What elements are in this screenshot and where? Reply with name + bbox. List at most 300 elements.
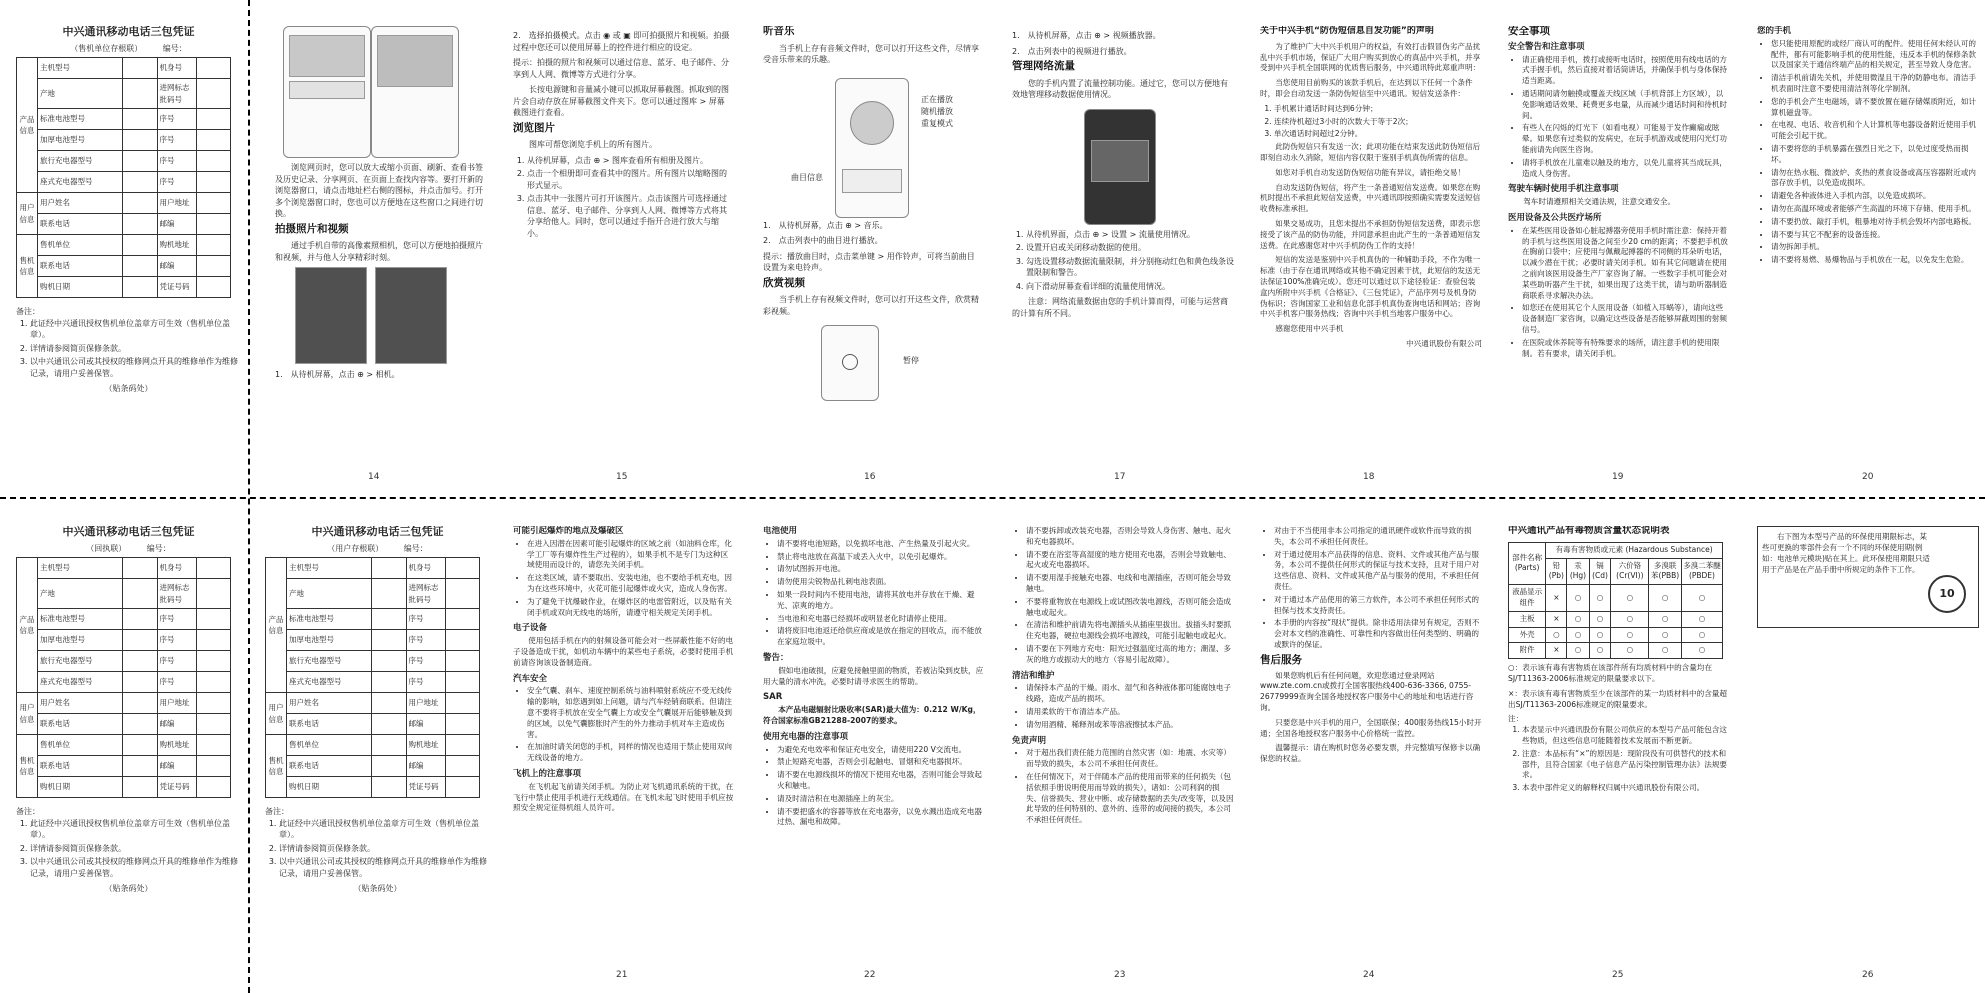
warranty-label-cell: 售机单位 xyxy=(38,235,123,256)
phone-screenshot-right xyxy=(371,26,459,158)
page-number: 19 xyxy=(1612,472,1624,482)
hazard-value-cell: ○ xyxy=(1589,643,1611,659)
warranty-label-cell: 邮编 xyxy=(157,714,196,735)
warranty-value-cell[interactable] xyxy=(445,777,480,798)
music-step-2: 2. 点击列表中的曲目进行播放。 xyxy=(763,236,883,245)
hazard-col-group: 有毒有害物质或元素 (Hazardous Substance) xyxy=(1546,542,1723,558)
statement-p5: 自动发送防伪短信，将产生一条普通短信发送费。如果您在购机时提出不承担此短信发送费，中兴通讯即按照确实需要发送短信收费标准承担。 xyxy=(1260,182,1481,214)
hazard-col: 镉 (Cd) xyxy=(1589,558,1611,585)
warranty-label-cell: 凭证号码 xyxy=(406,777,445,798)
eco-period-10-icon: 10 xyxy=(1928,575,1966,613)
warranty-label-cell: 机身号 xyxy=(157,58,196,79)
warranty-value-cell[interactable] xyxy=(372,756,407,777)
warranty-value-cell[interactable] xyxy=(372,735,407,756)
warranty-value-cell[interactable] xyxy=(372,714,407,735)
warranty-value-cell[interactable] xyxy=(372,777,407,798)
warranty-value-cell[interactable] xyxy=(196,630,231,651)
warranty-label-cell: 用户姓名 xyxy=(287,693,372,714)
warranty-label-cell: 加厚电池型号 xyxy=(38,630,123,651)
statement-p6: 如果交易成功，且您未提出不承担防伪短信发送费，即表示您接受了该产品的防伪功能，并同意承担由此产生的一条普通短信发送费。在此感谢您对中兴手机防伪工作的支持！ xyxy=(1260,218,1481,250)
note-item: 2. 详情请参阅简页保修条款。 xyxy=(30,843,241,855)
warranty-value-cell[interactable] xyxy=(196,130,231,151)
disclaimer-item: • 对于超出我们责任能力范围的自然灾害（如：地震、水灾等）而导致的损失，本公司不承担任何责任。 xyxy=(1026,748,1234,770)
warranty-label-cell: 标准电池型号 xyxy=(38,109,123,130)
safety-item: • 请将手机放在儿童难以触及的地方，以免儿童将其当成玩具，造成人身伤害。 xyxy=(1522,158,1730,180)
explosion-item: • 在进入因潜在因素可能引起爆炸的区域之前（如油料仓库，化学工厂等有爆炸性生产过程的），如果手机不是专门为这种区域使用而设计的，请您先关闭手机。 xyxy=(527,539,735,571)
hazard-value-cell: ○ xyxy=(1567,627,1589,643)
warranty-title: 中兴通讯移动电话三包凭证 xyxy=(62,26,195,38)
warranty-label-cell: 主机型号 xyxy=(38,58,123,79)
warranty-value-cell[interactable] xyxy=(123,130,158,151)
page-number: 16 xyxy=(864,472,876,482)
warranty-subtitle xyxy=(16,543,241,555)
warranty-label-cell: 售机单位 xyxy=(38,735,123,756)
hazard-value-cell: ○ xyxy=(1611,627,1649,643)
warranty-label-cell: 旅行充电器型号 xyxy=(38,651,123,672)
screenshot-paragraph: 长按电源键和音量减小键可以抓取屏幕截图。抓取到的图片会自动存放在屏幕截图文件夹下。您可以通过图库 > 屏幕截图进行查看。 xyxy=(513,85,729,117)
label-pause: 暂停 xyxy=(903,356,919,365)
explosion-item: • 为了避免干扰爆破作业，在爆炸区的电雷管附近，以及贴有关闭手机或双向无线电的场所，请遵守相关规定关闭手机。 xyxy=(527,597,735,619)
eco-period-sticker xyxy=(1757,526,1979,628)
phone-care-item: • 请不要与其它不配套的设备连接。 xyxy=(1771,230,1979,241)
warranty-title: 中兴通讯移动电话三包凭证 xyxy=(62,526,195,538)
label-track-info: 曲目信息 xyxy=(791,172,823,182)
warranty-row xyxy=(17,130,231,151)
aircraft-paragraph: 在飞机起飞前请关闭手机。为防止对飞机通讯系统的干扰，在飞行中禁止使用手机进行无线通信。在飞机未起飞时使用手机应按照安全规定征得机组人员许可。 xyxy=(513,781,734,813)
warranty-group-cell: 产品信息 xyxy=(266,558,287,693)
hazard-value-cell: ○ xyxy=(1589,585,1611,612)
safety-item: • 有些人在闪烁的灯光下（如看电视）可能易于发作癫痫或眩晕。如果您有过类似的发病史，在玩手机游戏或使用闪光灯功能前请先向医生咨询。 xyxy=(1522,123,1730,155)
page-number: 25 xyxy=(1612,970,1624,980)
driving-paragraph: 驾车时请遵照相关交通法规，注意交通安全。 xyxy=(1523,197,1676,207)
label-shuffle: 随机播放 xyxy=(921,106,953,116)
note-item: 2. 详情请参阅简页保修条款。 xyxy=(279,843,490,855)
page-number: 24 xyxy=(1363,970,1375,980)
warranty-value-cell[interactable] xyxy=(196,214,231,235)
warranty-value-cell[interactable] xyxy=(123,672,158,693)
warranty-row xyxy=(17,79,231,109)
medical-item: • 在医院或休养院等有特殊要求的场所，请注意手机的使用限制。若有要求，请关闭手机。 xyxy=(1522,338,1730,360)
page-23 xyxy=(1012,526,1234,962)
data-usage-paragraph: 您的手机内置了流量控制功能。通过它，您可以方便地有效地管理移动数据使用情况。 xyxy=(1012,78,1228,99)
page-number: 17 xyxy=(1114,472,1126,482)
warranty-value-cell[interactable] xyxy=(123,756,158,777)
charger-item: • 请不要把盛水的容器等放在充电器旁，以免水溅出造成充电器过热、漏电和故障。 xyxy=(777,807,985,829)
hazard-notes-title: 注： xyxy=(1508,714,1524,724)
music-step-1: 1. 从待机屏幕，点击 ⊕ > 音乐。 xyxy=(763,220,888,230)
warranty-row xyxy=(17,672,231,693)
service-p1: 如果您购机后有任何问题，欢迎您通过登录网站www.zte.com.cn或拨打全国客服热线400-636-3366, 0755-26779999查询全国各地授权客户服务中心的地址和电话进行咨询。 xyxy=(1260,670,1474,712)
warranty-label-cell: 联系电话 xyxy=(38,756,123,777)
warranty-label-cell: 序号 xyxy=(157,609,196,630)
warranty-row xyxy=(266,735,480,756)
phone-care-item: • 请避免各种液体进入手机内部，以免造成损坏。 xyxy=(1771,191,1979,202)
warranty-label-cell: 产地 xyxy=(38,79,123,109)
warranty-label-cell: 凭证号码 xyxy=(157,777,196,798)
warranty-label-cell: 序号 xyxy=(406,651,445,672)
warranty-value-cell[interactable] xyxy=(123,151,158,172)
warranty-row xyxy=(266,756,480,777)
browse-paragraph: 浏览网页时，您可以放大或缩小页面、刷新、查看书签及历史记录、分享网页、在页面上查找内容等。要打开新的浏览器窗口，请点击地址栏右侧的图标，并点击加号。打开多个浏览器窗口时，您也可以方便地在这些窗口之间进行切换。 xyxy=(275,163,483,218)
video-heading: 欣赏视频 xyxy=(763,276,805,289)
page-number: 15 xyxy=(616,472,628,482)
camera-preview-right xyxy=(375,267,447,364)
warranty-value-cell[interactable] xyxy=(123,714,158,735)
warranty-value-cell[interactable] xyxy=(123,79,158,109)
warranty-value-cell[interactable] xyxy=(445,714,480,735)
battery-item: • 如果一段时间内不使用电池，请将其放电并存放在干燥、避光、凉爽的地方。 xyxy=(777,590,985,612)
phone-care-item: • 请不要将易燃、易爆物品与手机放在一起，以免发生危险。 xyxy=(1771,255,1979,266)
warranty-value-cell[interactable] xyxy=(123,777,158,798)
warranty-row xyxy=(266,693,480,714)
warranty-value-cell[interactable] xyxy=(445,693,480,714)
hazard-value-cell: ○ xyxy=(1589,627,1611,643)
warranty-value-cell[interactable] xyxy=(123,172,158,193)
browser-screenshot-image xyxy=(275,22,485,162)
music-heading: 听音乐 xyxy=(763,26,795,37)
hazard-row xyxy=(1509,627,1723,643)
cleaning-item: • 请保持本产品的干燥。雨水、湿气和各种液体都可能腐蚀电子线路，造成产品的损坏。 xyxy=(1026,683,1234,705)
warranty-label-cell: 邮编 xyxy=(406,714,445,735)
camera-screenshot-image xyxy=(275,267,485,365)
cleaning-item: • 请勿用酒精、稀释剂或苯等溶液擦拭本产品。 xyxy=(1026,720,1234,731)
warranty-row xyxy=(17,277,231,298)
warranty-label-cell: 联系电话 xyxy=(38,256,123,277)
warranty-label-cell: 产地 xyxy=(38,579,123,609)
phone-care-item: • 请不要将您的手机暴露在强烈日光之下，以免过度受热而损坏。 xyxy=(1771,144,1979,166)
warranty-row xyxy=(17,693,231,714)
hazard-value-cell: ○ xyxy=(1589,611,1611,627)
warranty-value-cell[interactable] xyxy=(123,256,158,277)
charger-item: • 请不要在下列地方充电：阳光过强温度过高的地方；潮湿、多灰的地方或振动大的地方（容易引起故障）。 xyxy=(1026,644,1234,666)
warranty-label-cell: 座式充电器型号 xyxy=(38,172,123,193)
hazard-table-title: 中兴通讯产品有毒物质含量状态说明表 xyxy=(1508,526,1670,536)
warranty-label-cell: 序号 xyxy=(157,151,196,172)
warranty-row xyxy=(17,609,231,630)
hazard-row xyxy=(1509,585,1723,612)
page-number: 21 xyxy=(616,970,628,980)
warranty-table xyxy=(16,57,231,298)
warranty-value-cell[interactable] xyxy=(445,672,480,693)
phone-care-item: • 清洁手机前请先关机，并使用微湿且干净的防静电布。清洁手机表面时注意不要使用清洁剂等化学制剂。 xyxy=(1771,73,1979,95)
warranty-label-cell: 序号 xyxy=(157,130,196,151)
car-item: • 在加油时请关闭您的手机，同样的情况也适用于禁止使用双向无线设备的地方。 xyxy=(527,742,735,764)
data-step: 2. 设置开启或关闭移动数据的使用。 xyxy=(1026,242,1234,254)
warranty-value-cell[interactable] xyxy=(445,558,480,579)
warranty-label-cell: 购机地址 xyxy=(157,735,196,756)
warranty-row xyxy=(17,651,231,672)
page-number: 26 xyxy=(1862,970,1874,980)
gallery-step: 3. 点击其中一张图片可打开该图片。点击该图片可选择通过信息、蓝牙、电子邮件、分享到人人网、微博等方式将其分享给他人。同时，您可以通过手指开合进行放大与缩小。 xyxy=(527,193,731,239)
condition-item: 3. 单次通话时间超过2分钟。 xyxy=(1274,129,1482,140)
hazard-value-cell: ○ xyxy=(1649,627,1682,643)
page-15 xyxy=(513,30,731,460)
barcode-area-label: （贴条码处） xyxy=(104,384,153,393)
disclaimer-item: • 对于通过使用本产品获得的信息、资料、文件或其他产品与服务，本公司不提供任何形式的保证与技术支持，且对于用户对这些信息、资料、文件或其他产品与服务的使用，不承担任何责任。 xyxy=(1274,550,1482,593)
phone-care-item: • 您只能使用原配的或经厂商认可的配件。使用任何未经认可的配件，都有可能影响手机的使用性能，违反本手机的保修条款以及国家关于通信终端产品的相关规定，甚至导致人身危害。 xyxy=(1771,39,1979,71)
hazard-value-cell: ○ xyxy=(1611,585,1649,612)
statement-p7: 短信的发送是鉴别中兴手机真伪的一种辅助手段，不作为唯一标准（由于存在通讯网络或其他不确定因素干扰，此短信的发送无法保证100%准确完成）。您还可以通过以下途径验证：查验包装盒内所附中兴手机《合格证》、《三包凭证》，产品序列号及机身防伪标识；咨询国家工业和信息化部手机真伪查询电话和网站；咨询中兴手机客户服务热线；咨询中兴手机当地客户服务中心。 xyxy=(1260,255,1481,319)
medical-subheading: 医用设备及公共医疗场所 xyxy=(1508,212,1602,223)
video-player-figure xyxy=(763,321,981,401)
warranty-label-cell: 序号 xyxy=(406,630,445,651)
warranty-row xyxy=(17,735,231,756)
warranty-value-cell[interactable] xyxy=(123,109,158,130)
data-usage-phone xyxy=(1084,109,1156,225)
car-item: • 安全气囊、刹车、速度控制系统与油料喷射系统应不受无线传输的影响，如您遇到如上问题，请与汽车经销商联系。但请注意不要将手机放在安全气囊上方或安全气囊展开后能够触及到的区域，以免气囊膨胀时产生的外力推动手机对车主造成伤害。 xyxy=(527,686,735,740)
warranty-label-cell: 序号 xyxy=(157,172,196,193)
warranty-label-cell: 序号 xyxy=(406,609,445,630)
phone-care-item: • 请勿在高温环境或者能够产生高温的环境下存储、使用手机。 xyxy=(1771,204,1979,215)
warranty-label-cell: 加厚电池型号 xyxy=(38,130,123,151)
warranty-value-cell[interactable] xyxy=(372,579,407,609)
safety-heading: 安全事项 xyxy=(1508,26,1550,37)
note-item: 1. 此证经中兴通讯授权售机单位盖章方可生效（售机单位盖章）。 xyxy=(30,818,241,841)
page-24 xyxy=(1260,526,1482,962)
explosion-item: • 在这类区域，请不要取出、安装电池，也不要给手机充电，因为在这些环境中，火花可能引起爆炸或火灾，造成人身伤害。 xyxy=(527,573,735,595)
hazard-value-cell: ○ xyxy=(1546,627,1567,643)
charger-item: • 不要将重物放在电源线上或试图改装电源线，否则可能会造成触电或起火。 xyxy=(1026,597,1234,619)
hazard-note-o: ○：表示该有毒有害物质在该部件所有均质材料中的含量均在SJ/T11363-2006标准规定的限量要求以下。 xyxy=(1508,663,1713,683)
warranty-value-cell[interactable] xyxy=(372,558,407,579)
warranty-label-cell: 加厚电池型号 xyxy=(287,630,372,651)
charger-item: • 禁止短路充电器，否则会引起触电、冒烟和充电器损坏。 xyxy=(777,757,985,768)
warranty-value-cell[interactable] xyxy=(196,579,231,609)
hazard-value-cell: ○ xyxy=(1681,585,1722,612)
warranty-value-cell[interactable] xyxy=(196,714,231,735)
warranty-value-cell[interactable] xyxy=(196,193,231,214)
camera-step-2: 2. 选择拍摄模式。点击 ◉ 或 ▣ 即可拍摄照片和视频。拍摄过程中您还可以使用屏幕上的控件进行相应的设定。 xyxy=(513,31,730,52)
warranty-table xyxy=(16,557,231,798)
data-step: 1. 从待机界面，点击 ⊕ > 设置 > 流量使用情况。 xyxy=(1026,229,1234,241)
warranty-value-cell[interactable] xyxy=(445,735,480,756)
warranty-row xyxy=(266,651,480,672)
statement-heading: 关于中兴手机“防伪短信息自发功能”的声明 xyxy=(1260,26,1434,36)
warranty-value-cell[interactable] xyxy=(123,235,158,256)
warranty-value-cell[interactable] xyxy=(196,558,231,579)
hazard-part-cell: 主板 xyxy=(1509,611,1546,627)
note-item: 3. 以中兴通讯公司或其授权的维修网点开具的维修单作为维修记录，请用户妥善保管。 xyxy=(30,856,241,879)
music-player-figure xyxy=(763,70,981,220)
warranty-value-cell[interactable] xyxy=(196,58,231,79)
hazard-value-cell: ○ xyxy=(1567,585,1589,612)
hazard-part-cell: 外壳 xyxy=(1509,627,1546,643)
warranty-value-cell[interactable] xyxy=(196,777,231,798)
warranty-value-cell[interactable] xyxy=(123,609,158,630)
hazard-note: 1. 本表显示中兴通讯股份有限公司供应的本型号产品可能包含这些物质，但这些信息可能随着技术发展而不断更新。 xyxy=(1522,725,1730,747)
phone-care-item: • 请不要扔放、敲打手机，粗暴地对待手机会毁坏内部电路板。 xyxy=(1771,217,1979,228)
warranty-value-cell[interactable] xyxy=(445,651,480,672)
warranty-label-cell: 旅行充电器型号 xyxy=(38,151,123,172)
warning-label: 警告： xyxy=(763,652,789,663)
safety-item: • 请正确使用手机，拨打或接听电话时，按照使用有线电话的方式手握手机，然后直接对着话筒讲话，并确保手机与身体保持适当距离。 xyxy=(1522,55,1730,87)
warranty-label-cell: 凭证号码 xyxy=(157,277,196,298)
warranty-value-cell[interactable] xyxy=(123,193,158,214)
warranty-row xyxy=(17,630,231,651)
warranty-value-cell[interactable] xyxy=(196,79,231,109)
gallery-heading: 浏览图片 xyxy=(513,121,555,134)
statement-signature: 中兴通讯股份有限公司 xyxy=(1406,338,1482,348)
charger-item: • 请不要用湿手接触充电器、电线和电源插座，否则可能会导致触电。 xyxy=(1026,573,1234,595)
warranty-label-cell: 邮编 xyxy=(157,214,196,235)
warranty-value-cell[interactable] xyxy=(123,558,158,579)
warranty-label-cell: 联系电话 xyxy=(287,714,372,735)
warranty-value-cell[interactable] xyxy=(196,756,231,777)
video-step-1: 1. 从待机屏幕，点击 ⊕ > 视频播放器。 xyxy=(1012,31,1161,40)
warranty-row xyxy=(266,609,480,630)
warranty-row xyxy=(17,558,231,579)
page-number: 14 xyxy=(368,472,380,482)
warranty-label-cell: 座式充电器型号 xyxy=(38,672,123,693)
sar-heading: SAR xyxy=(763,692,783,703)
hazard-value-cell: ○ xyxy=(1649,611,1682,627)
warranty-label-cell: 购机日期 xyxy=(38,777,123,798)
hazard-value-cell: ○ xyxy=(1611,643,1649,659)
warranty-row xyxy=(17,235,231,256)
warranty-row xyxy=(17,777,231,798)
warranty-label-cell: 邮编 xyxy=(157,756,196,777)
hazard-note: 3. 本表中部件定义的解释权归属中兴通讯股份有限公司。 xyxy=(1522,783,1730,794)
warranty-label-cell: 联系电话 xyxy=(38,714,123,735)
warranty-label-cell: 主机型号 xyxy=(287,558,372,579)
warranty-row xyxy=(17,193,231,214)
warranty-value-cell[interactable] xyxy=(196,277,231,298)
warranty-label-cell: 购机日期 xyxy=(38,277,123,298)
medical-item: • 在某些医用设备如心脏起搏器旁使用手机时需注意：保持开着的手机与这些医用设备之间至少20 cm的距离；不要把手机放在胸前口袋中；应使用与佩戴起搏器的不同侧的耳朵听电话，以减少潜在干扰；必要时请关闭手机。如有其它问题请在使用之前向该医用设备生产厂家咨询了解。一些数字手机可能会对某些助听器产生干扰，如果出现了这类干扰，请与助听器制造商联系寻求解决办法。 xyxy=(1522,226,1730,302)
warranty-number-label: 编号： xyxy=(162,43,187,53)
warranty-value-cell[interactable] xyxy=(196,109,231,130)
warranty-label-cell: 购机地址 xyxy=(406,735,445,756)
warranty-label-cell: 旅行充电器型号 xyxy=(287,651,372,672)
page-18 xyxy=(1260,26,1482,462)
warranty-label-cell: 序号 xyxy=(157,651,196,672)
charger-item: • 请不要在电源线损坏的情况下使用充电器，否则可能会导致起火和触电。 xyxy=(777,770,985,792)
hazard-col: 汞 (Hg) xyxy=(1567,558,1589,585)
medical-item: • 如您还在使用其它个人医用设备（如植入耳蜗等），请向这些设备制造厂家咨询，以确定这些设备是否能够屏蔽周围的射频信号。 xyxy=(1522,303,1730,335)
warranty-value-cell[interactable] xyxy=(123,579,158,609)
data-usage-screenshot xyxy=(1012,105,1234,229)
note-item: 1. 此证经中兴通讯授权售机单位盖章方可生效（售机单位盖章）。 xyxy=(279,818,490,841)
notes-title: 备注： xyxy=(16,807,40,816)
safety-item: • 通话期间请勿触摸或覆盖天线区域（手机背部上方区域），以免影响通话效果、耗费更多电量，从而减少通话时间和待机时间。 xyxy=(1522,89,1730,121)
hazard-value-cell: × xyxy=(1546,585,1567,612)
warranty-value-cell[interactable] xyxy=(196,651,231,672)
gallery-paragraph: 图库可帮您浏览手机上的所有图片。 xyxy=(529,140,657,149)
warranty-value-cell[interactable] xyxy=(196,256,231,277)
page-number: 22 xyxy=(864,970,876,980)
warranty-label-cell: 机身号 xyxy=(406,558,445,579)
warranty-label-cell: 用户地址 xyxy=(406,693,445,714)
fold-line-horizontal xyxy=(0,497,1985,499)
warranty-value-cell[interactable] xyxy=(372,672,407,693)
warranty-label-cell: 序号 xyxy=(157,672,196,693)
sar-paragraph: 本产品电磁辐射比吸收率(SAR)最大值为：0.212 W/Kg，符合国家标准GB21288-2007的要求。 xyxy=(763,705,981,725)
hazard-value-cell: ○ xyxy=(1611,611,1649,627)
warranty-value-cell[interactable] xyxy=(445,756,480,777)
warranty-value-cell[interactable] xyxy=(196,235,231,256)
warranty-row xyxy=(266,579,480,609)
warranty-value-cell[interactable] xyxy=(123,651,158,672)
data-note: 注意：网络流量数据由您的手机计算而得，可能与运营商的计算有所不同。 xyxy=(1012,297,1228,318)
warranty-value-cell[interactable] xyxy=(123,630,158,651)
hazard-col: 六价铬 (Cr(VI)) xyxy=(1611,558,1649,585)
warranty-row xyxy=(266,558,480,579)
warranty-label-cell: 标准电池型号 xyxy=(38,609,123,630)
electronics-paragraph: 使用包括手机在内的射频设备可能会对一些屏蔽性能不好的电子设备造成干扰，如机动车辆中的某些电子系统，必要时使用手机前请咨询该设备制造商。 xyxy=(513,636,734,667)
warranty-value-cell[interactable] xyxy=(123,693,158,714)
warranty-value-cell[interactable] xyxy=(123,58,158,79)
service-p3: 温馨提示：请在购机时您务必要发票，并完整填写保修卡以确保您的权益。 xyxy=(1260,743,1481,764)
hazard-table xyxy=(1508,542,1723,659)
video-step-2: 2. 点击列表中的视频进行播放。 xyxy=(1012,46,1132,56)
battery-item: • 禁止将电池放在高温下或丢入火中，以免引起爆炸。 xyxy=(777,552,985,563)
warranty-value-cell[interactable] xyxy=(123,735,158,756)
warranty-value-cell[interactable] xyxy=(372,609,407,630)
warranty-value-cell[interactable] xyxy=(445,630,480,651)
warranty-value-cell[interactable] xyxy=(372,630,407,651)
condition-item: 1. 手机累计通话时间达到6分钟； xyxy=(1274,104,1482,115)
cleaning-item: • 请用柔软的干布清洁本产品。 xyxy=(1026,707,1234,718)
hazard-part-cell: 附件 xyxy=(1509,643,1546,659)
warranty-value-cell[interactable] xyxy=(123,277,158,298)
battery-heading: 电池使用 xyxy=(763,526,798,536)
pause-icon xyxy=(842,354,858,370)
label-now-playing: 正在播放 xyxy=(921,94,953,104)
warranty-row xyxy=(17,714,231,735)
cleaning-heading: 清洁和维护 xyxy=(1012,670,1055,681)
warranty-notes xyxy=(16,306,241,395)
hazard-value-cell: ○ xyxy=(1681,627,1722,643)
charger-item: • 请不要拆卸或改装充电器，否则会导致人身伤害、触电、起火和充电器损坏。 xyxy=(1026,526,1234,548)
page-22 xyxy=(763,526,985,962)
hazard-note: 2. 注意：本品标有“×”的原因是：现阶段没有可供替代的技术和部件，且符合国家《电子信息产品污染控制管理办法》法规要求。 xyxy=(1522,749,1730,781)
phone-care-item: • 请勿拆卸手机。 xyxy=(1771,242,1979,253)
warranty-number-label: 编号： xyxy=(146,543,171,553)
warranty-group-cell: 用户信息 xyxy=(17,193,38,235)
warranty-title: 中兴通讯移动电话三包凭证 xyxy=(311,526,444,538)
phone-screenshot-left xyxy=(283,26,371,158)
warranty-value-cell[interactable] xyxy=(372,651,407,672)
warranty-value-cell[interactable] xyxy=(372,693,407,714)
charger-item: • 请及时清洁积在电源插座上的灰尘。 xyxy=(777,794,985,805)
warranty-value-cell[interactable] xyxy=(445,609,480,630)
statement-p4: 如您对手机自动发送防伪短信功能有异议，请拒绝交易！ xyxy=(1275,167,1466,177)
warranty-label-cell: 机身号 xyxy=(157,558,196,579)
warranty-value-cell[interactable] xyxy=(196,172,231,193)
warranty-number-label: 编号： xyxy=(403,543,428,553)
warranty-value-cell[interactable] xyxy=(196,151,231,172)
hazard-value-cell: ○ xyxy=(1649,585,1682,612)
note-item: 3. 以中兴通讯公司或其授权的维修网点开具的维修单作为维修记录，请用户妥善保管。 xyxy=(30,356,241,379)
warranty-group-cell: 用户信息 xyxy=(17,693,38,735)
statement-p2: 当您使用目前购买的该款手机后，在达到以下任何一个条件时，即会自动发送一条防伪短信至中兴通讯。短信发送条件： xyxy=(1260,78,1473,98)
hazard-col: 多溴联苯(PBB) xyxy=(1649,558,1682,585)
warranty-label-cell: 座式充电器型号 xyxy=(287,672,372,693)
warranty-value-cell[interactable] xyxy=(196,693,231,714)
warranty-value-cell[interactable] xyxy=(123,214,158,235)
warranty-value-cell[interactable] xyxy=(445,579,480,609)
warranty-value-cell[interactable] xyxy=(196,735,231,756)
warranty-sub-label: （售机单位存根联） xyxy=(70,43,143,53)
photo-heading: 拍摄照片和视频 xyxy=(275,222,349,235)
warranty-value-cell[interactable] xyxy=(196,672,231,693)
warranty-value-cell[interactable] xyxy=(196,609,231,630)
camera-tip: 提示：拍摄的照片和视频可以通过信息、蓝牙、电子邮件、分享到人人网、微博等方式进行分享。 xyxy=(513,58,729,79)
warranty-row xyxy=(17,109,231,130)
page-20 xyxy=(1757,26,1979,462)
warranty-label-cell: 进网标志批码号 xyxy=(157,579,196,609)
charger-item: • 在清洁和维护前请先将电源插头从插座里拔出。拔插头时要抓住充电器，硬拉电源线会损坏电源线，可能引起触电或起火。 xyxy=(1026,620,1234,642)
